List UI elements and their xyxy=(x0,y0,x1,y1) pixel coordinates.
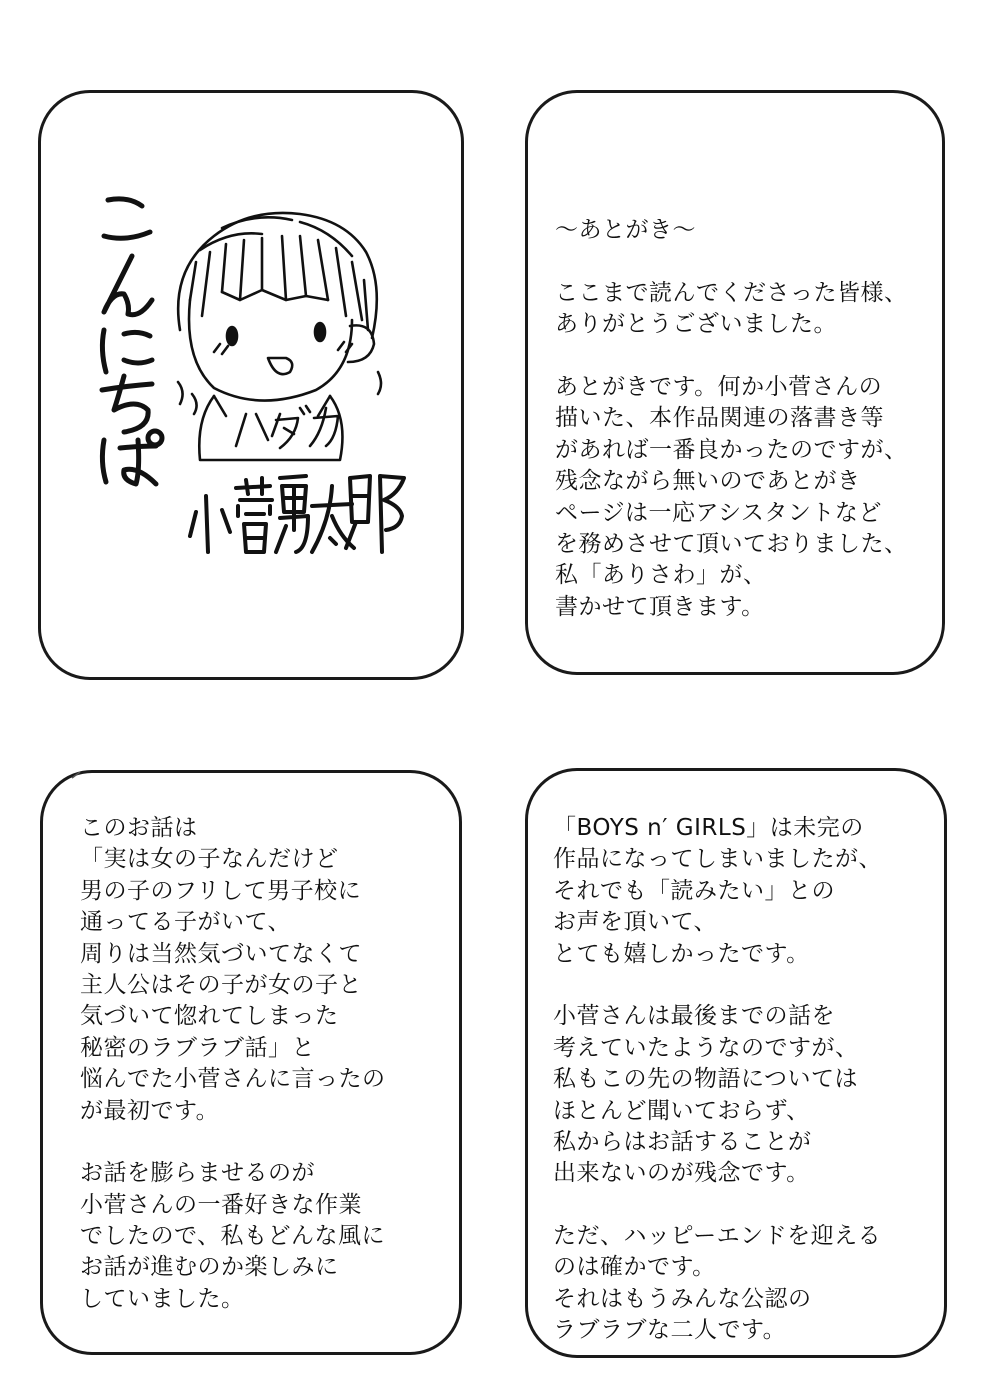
text-line: それでも「読みたい」との xyxy=(553,877,835,904)
text-line: 周りは当然気づいてなくて xyxy=(80,940,362,967)
text-line: 「BOYS n′ GIRLS」は未完の xyxy=(553,815,864,841)
text-line: 出来ないのが残念です。 xyxy=(553,1160,810,1187)
text-line: 描いた、本作品関連の落書き等 xyxy=(555,405,884,432)
text-line: 私もこの先の物語については xyxy=(553,1066,859,1093)
text-line: 気づいて惚れてしまった xyxy=(80,1003,339,1030)
text-line: 男の子のフリして男子校に xyxy=(80,877,362,904)
text-line: 秘密のラブラブ話」と xyxy=(80,1034,315,1061)
text-line: 書かせて頂きます。 xyxy=(555,593,765,620)
text-line: あとがきです。何か小菅さんの xyxy=(555,373,883,400)
story-origin-text xyxy=(80,813,386,1315)
text-line: このお話は xyxy=(80,815,198,841)
text-line: 私「ありさわ」が、 xyxy=(555,562,767,589)
text-line: でしたので、私もどんな風に xyxy=(80,1223,386,1250)
afterword-title: 〜あとがき〜 xyxy=(555,217,696,243)
text-line: 悩んでた小菅さんに言ったの xyxy=(80,1066,386,1093)
text-line: 作品になってしまいましたが、 xyxy=(553,846,882,873)
text-line: ここまで読んでくださった皆様、 xyxy=(555,279,908,306)
text-line: お話を膨らませるのが xyxy=(80,1160,315,1187)
text-line: お声を頂いて、 xyxy=(553,909,718,936)
text-line: とても嬉しかったです。 xyxy=(553,940,810,967)
shirt-lettering xyxy=(236,406,338,448)
stray-mark xyxy=(72,772,80,778)
text-line: 「実は女の子なんだけど xyxy=(80,846,339,873)
text-line: のは確かです。 xyxy=(553,1254,716,1281)
text-line: が最初です。 xyxy=(80,1097,220,1124)
text-line: していました。 xyxy=(80,1285,245,1312)
afterword-text xyxy=(555,215,908,623)
text-line: ただ、ハッピーエンドを迎える xyxy=(553,1223,882,1250)
text-line: それはもうみんな公認の xyxy=(553,1285,812,1312)
text-line: 小菅さんは最後までの話を xyxy=(553,1003,835,1030)
text-line: ラブラブな二人です。 xyxy=(553,1317,787,1344)
text-line: ページは一応アシスタントなど xyxy=(555,499,882,526)
text-line: 考えていたようなのですが、 xyxy=(553,1034,859,1061)
text-line: ありがとうございました。 xyxy=(555,311,837,338)
text-line: 通ってる子がいて、 xyxy=(80,909,292,936)
text-line: 主人公はその子が女の子と xyxy=(80,971,362,998)
text-line: 私からはお話することが xyxy=(553,1128,812,1155)
text-line: ほとんど聞いておらず、 xyxy=(553,1097,810,1124)
text-line: お話が進むのか楽しみに xyxy=(80,1254,339,1281)
text-line: 小菅さんの一番好きな作業 xyxy=(80,1191,362,1218)
chibi-character xyxy=(178,213,381,460)
greeting-lettering xyxy=(102,199,162,484)
closing-text xyxy=(553,813,882,1347)
text-line: があれば一番良かったのですが、 xyxy=(555,436,908,463)
signature xyxy=(190,476,404,552)
text-line: を務めさせて頂いておりました、 xyxy=(555,530,908,557)
text-line: 残念ながら無いのであとがき xyxy=(555,468,861,495)
